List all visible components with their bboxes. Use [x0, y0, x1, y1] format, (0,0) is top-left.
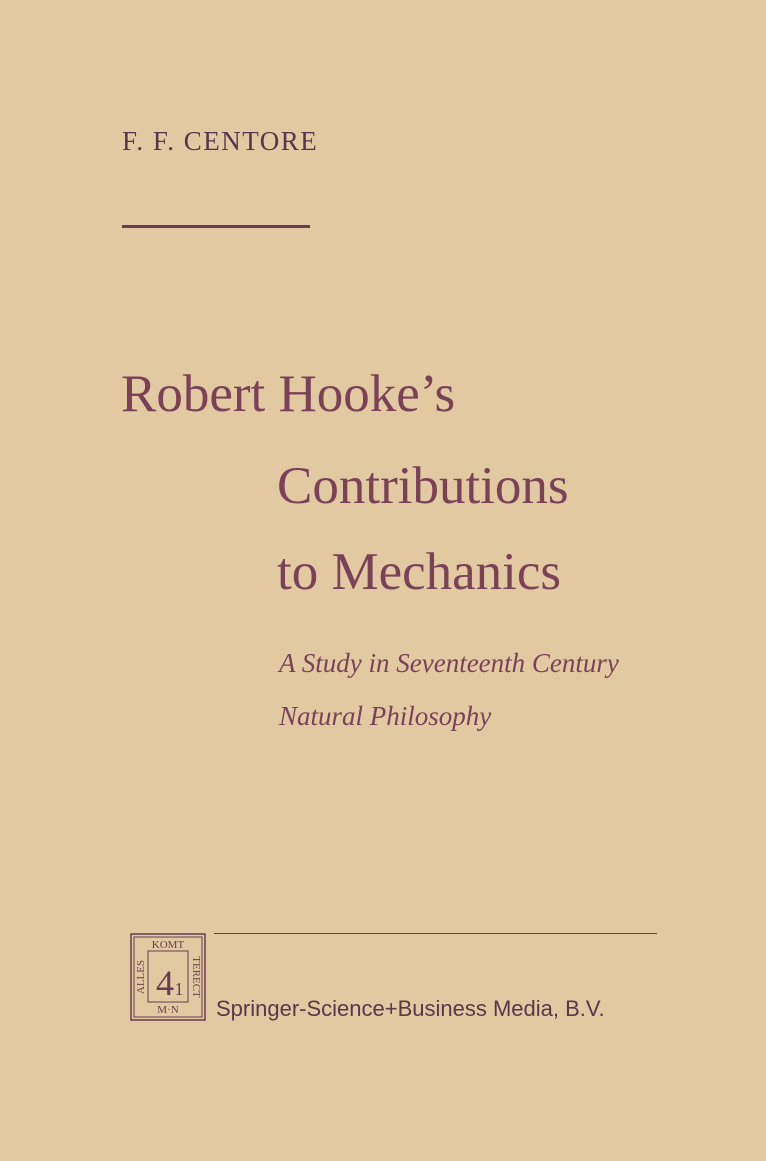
logo-top-text: KOMT: [151, 939, 185, 951]
title-line-3: to Mechanics: [277, 543, 562, 601]
title-line-1: Robert Hooke’s: [121, 365, 456, 423]
author-divider: [122, 225, 310, 228]
logo-center-small: 1: [174, 979, 184, 999]
logo-right-text: TERECT: [190, 956, 202, 998]
title-line-2: Contributions: [277, 457, 569, 515]
logo-bottom-text: M·N: [157, 1004, 179, 1016]
publisher-divider: [214, 933, 657, 934]
subtitle-line-2: Natural Philosophy: [279, 701, 492, 731]
publisher-name: Springer-Science+Business Media, B.V.: [216, 996, 605, 1021]
subtitle-line-1: A Study in Seventeenth Century: [279, 648, 619, 678]
logo-center-text: 4: [156, 963, 174, 1003]
logo-left-text: ALLES: [135, 959, 147, 995]
author-name: F. F. CENTORE: [122, 126, 319, 156]
publisher-logo: [130, 933, 206, 1021]
